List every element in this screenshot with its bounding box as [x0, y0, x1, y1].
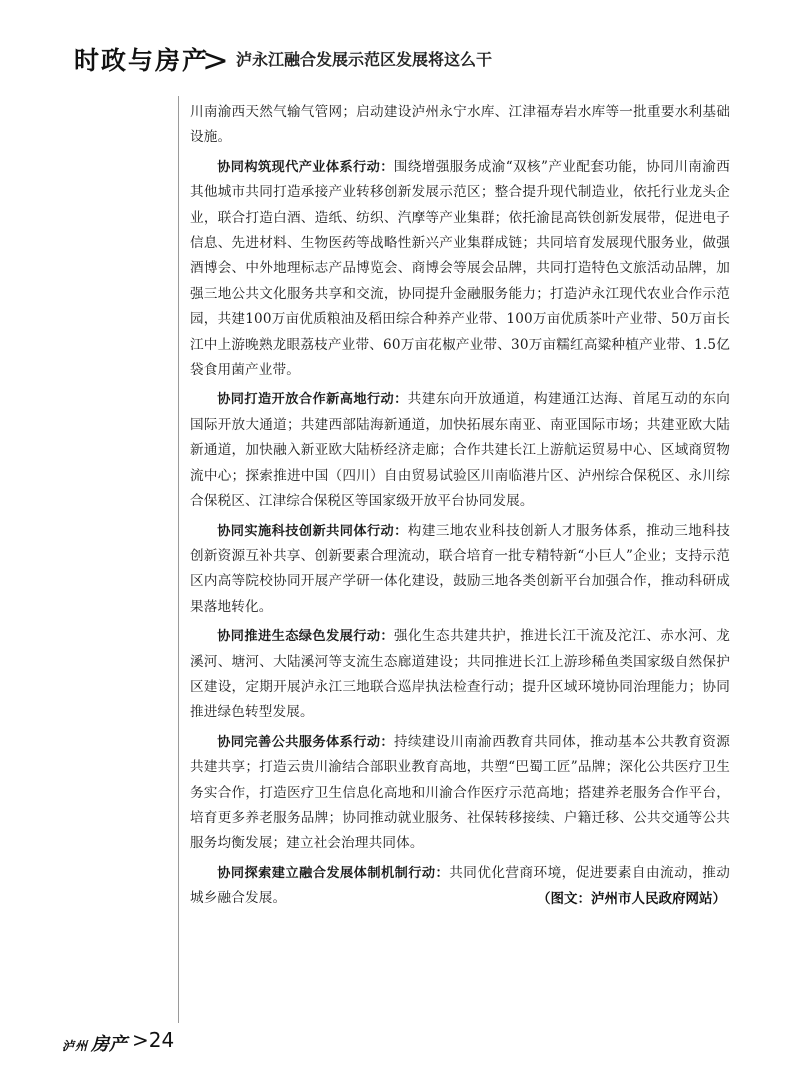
paragraph-text: 围绕增强服务成渝“双核”产业配套功能，协同川南渝西其他城市共同打造承接产业转移创新发展示范区；整合提升现代制造业，依托行业龙头企业，联合打造白酒、造纸、纺织、汽摩等产业集群；依托渝昆高铁创新发展带，促进电子信息、先进材料、生物医药等战略性新兴产业集群成链；共同培育发展现代服务业，做强酒博会、中外地理标志产品博览会、商博会等展会品牌，共同打造特色文旅活动品牌，加强三地公共文化服务共享和交流，协同提升金融服务能力；打造泸永江现代农业合作示范园，共建100万亩优质粮油及稻田综合种养产业带、100万亩优质茶叶产业带、50万亩长江中上游晚熟龙眼荔枝产业带、60万亩花椒产业带、30万亩糯红高粱种植产业带、1.5亿袋食用菌产业带。	[190, 158, 730, 379]
paragraph-lead: 协同构筑现代产业体系行动：	[217, 159, 394, 175]
paragraph-lead: 协同探索建立融合发展体制机制行动：	[217, 865, 450, 881]
page-header	[74, 41, 774, 79]
paragraph-text: 共建东向开放通道，构建通江达海、首尾互动的东向国际开放大通道；共建西部陆海新通道，加快拓展东南亚、南亚国际市场；共建亚欧大陆新通道，加快融入新亚欧大陆桥经济走廊；合作共建长江上游航运贸易中心、区域商贸物流中心；探索推进中国（四川）自由贸易试验区川南临港片区、泸州综合保税区、永川综合保税区、江津综合保税区等国家级开放平台协同发展。	[190, 391, 730, 510]
vertical-divider	[178, 96, 179, 1023]
paragraph-text: 构建三地农业科技创新人才服务体系，推动三地科技创新资源互补共享、创新要素合理流动，联合培育一批专精特新“小巨人”企业；支持示范区内高等院校协同开展产学研一体化建设，鼓励三地各类创新平台加强合作，推动科研成果落地转化。	[190, 522, 730, 615]
paragraph-text: 共同优化营商环境，促进要素自由流动，推动城乡融合发展。	[190, 864, 730, 907]
magazine-logo	[62, 1030, 127, 1056]
intro-paragraph: 川南渝西天然气输气管网；启动建设泸州永宁水库、江津福寿岩水库等一批重要水利基础设施。	[190, 104, 730, 146]
paragraph-innovation	[190, 519, 730, 621]
paragraph-public-service	[190, 730, 730, 857]
article-body	[190, 100, 730, 916]
source-caption: （图文：泸州市人民政府网站）	[537, 891, 726, 907]
section-title: 时政与房产	[74, 46, 210, 75]
paragraph-text: 持续建设川南渝西教育共同体，推动基本公共教育资源共建共享；打造云贵川渝结合部职业教育高地，共塑“巴蜀工匠”品牌；深化公共医疗卫生务实合作，打造医疗卫生信息化高地和川渝合作医疗示范高地；搭建养老服务合作平台，培育更多养老服务品牌；协同推动就业服务、社保转移接续、户籍迁移、公共交通等公共服务均衡发展；建立社会治理共同体。	[190, 733, 730, 852]
paragraph-ecology	[190, 624, 730, 726]
paragraph-lead: 协同实施科技创新共同体行动：	[217, 523, 408, 539]
paragraph-lead: 协同打造开放合作新高地行动：	[217, 392, 408, 408]
magazine-logo-city: 泸州	[62, 1039, 89, 1053]
paragraph-industry	[190, 155, 730, 384]
paragraph-text: 强化生态共建共护，推进长江干流及沱江、赤水河、龙溪河、塘河、大陆溪河等支流生态廊道建设；共同推进长江上游珍稀鱼类国家级自然保护区建设，定期开展泸永江三地联合巡岸执法检查行动；提升区域环境协同治理能力；协同推进绿色转型发展。	[190, 628, 730, 721]
paragraph-opening	[190, 387, 730, 514]
page-number: >24	[132, 1028, 175, 1052]
magazine-logo-name: 房产	[91, 1034, 128, 1055]
article-title: 泸永江融合发展示范区发展将这么干	[236, 50, 493, 69]
chevron-right-icon: >	[202, 41, 229, 79]
paragraph-lead: 协同推进生态绿色发展行动：	[217, 629, 395, 645]
page-footer	[62, 1028, 262, 1054]
paragraph-lead: 协同完善公共服务体系行动：	[217, 734, 395, 750]
